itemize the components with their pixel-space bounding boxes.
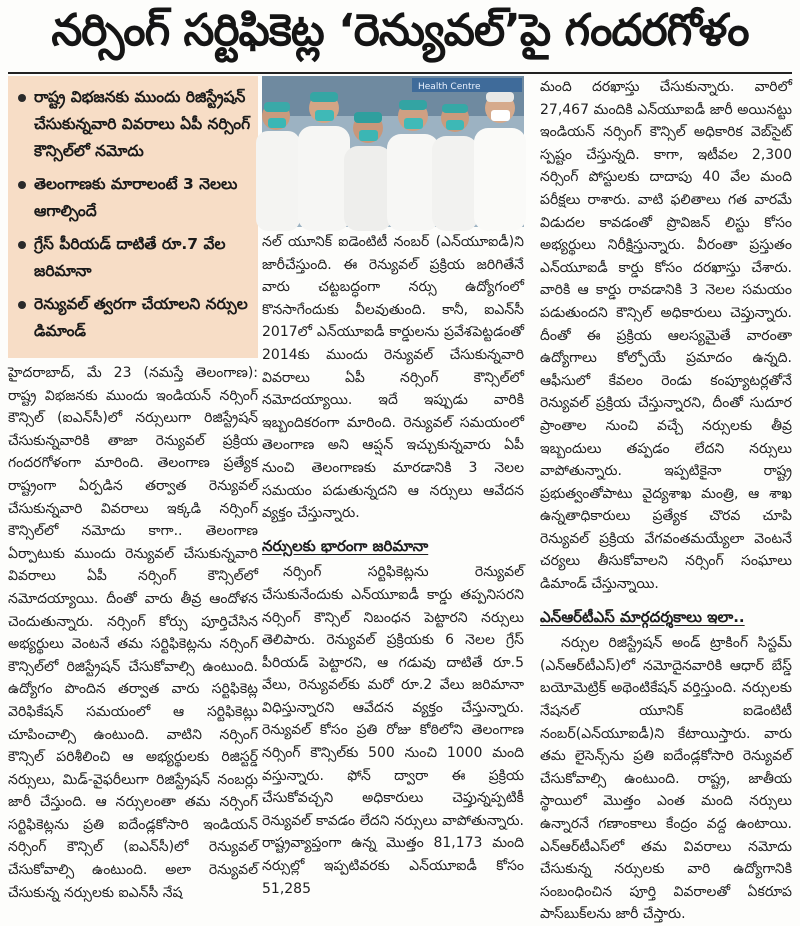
nurses-photo — [262, 76, 524, 227]
article-column-1 — [8, 362, 258, 907]
bullet-icon — [18, 181, 26, 189]
subheading: నర్సులకు భారంగా జరిమానా — [262, 536, 429, 555]
bullet-icon — [18, 94, 26, 102]
highlight-item — [18, 171, 252, 225]
article-paragraph: నర్సింగ్ సర్టిఫికెట్లను రెన్యువల్ చేసుకునేందుకు ఎన్‌యూఐడీ కార్డు తప్పనిసరని నర్సింగ్ కౌన్సిల్ నిబంధన పెట్టారని నర్సులు తెలిపారు. రెన్యువల్ ప్రక్రియకు 6 నెలల గ్రేస్ పీరియడ్ పెట్టారని, ఆ గడువు దాటితే రూ.5 వేలు, రెన్యువల్‌కు మరో రూ.2 వేలు జరిమానా విధిస్తున్నారని ఆవేదన వ్యక్తం చేస్తున్నారు. రెన్యువల్ కోసం ప్రతి రోజు కోఠిలోని తెలంగాణ నర్సింగ్ కౌన్సిల్‌కు 500 నుంచి 1000 మంది వస్తున్నారు. ఫోన్ ద్వారా ఈ ప్రక్రియ చేసుకోవచ్చని అధికారులు చెప్తున్నప్పటికీ రెన్యువల్ కావడం లేదని నర్సులు వాపోతున్నారు. రాష్ట్రవ్యాప్తంగా ఉన్న మొత్తం 81,173 మంది నర్సుల్లో ఇప్పటివరకు ఎన్‌యూఐడీ కోసం 51,285 — [262, 564, 524, 897]
highlight-text: గ్రేస్ పీరియడ్ దాటితే రూ.7 వేల జరిమానా — [34, 235, 226, 280]
headline: నర్సింగ్ సర్టిఫికెట్ల ‘రెన్యువల్’పై గందరగోళం — [51, 5, 749, 56]
highlight-item — [18, 84, 252, 165]
article-paragraph: మంది దరఖాస్తు చేసుకున్నారు. వారిలో 27,467 మందికి ఎన్‌యూఐడీ జారీ అయినట్టు ఇండియన్ నర్సింగ్ కౌన్సిల్ అధికారిక వెబ్‌సైట్ స్పష్టం చేస్తున్నది. కాగా, ఇటీవల 2,300 నర్సింగ్ పోస్టులకు దాదాపు 40 వేల మంది పరీక్షలు రాశారు. వాటి ఫలితాలు గత వారమే విడుదల కావడంతో ప్రొవిజన్ లిస్టు కోసం అభ్యర్థులు నిరీక్షిస్తున్నారు. వీరంతా ప్రస్తుతం ఎన్‌యూఐడీ కార్డు కోసం దరఖాస్తు చేశారు. వారికి ఆ కార్డు రావడానికి 3 నెలల సమయం పడుతుందని కౌన్సిల్ అధికారులు చెప్తున్నారు. దీంతో ఈ ప్రక్రియ ఆలస్యమైతే వారంతా ఉద్యోగాలు కోల్పోయే ప్రమాదం ఉన్నది. ఆఫీసులో కేవలం రెండు కంప్యూటర్లతోనే రెన్యువల్ ప్రక్రియ చేస్తున్నారని, దీంతో సుదూర ప్రాంతాల నుంచి వచ్చే నర్సులకు తీవ్ర ఇబ్బందులు తప్పడం లేదని నర్సులు వాపోతున్నారు. ఇప్పటికైనా రాష్ట్ర ప్రభుత్వంతోపాటు వైద్యశాఖ మంత్రి, ఆ శాఖ ఉన్నతాధికారులు ప్రత్యేక చొరవ చూపి రెన్యువల్ ప్రక్రియ వేగవంతమయ్యేలా వెంటనే చర్యలు తీసుకోవాలని నర్సింగ్ సంఘాలు డిమాండ్ చేస్తున్నాయి. — [540, 79, 792, 593]
highlight-text: తెలంగాణకు మారాలంటే 3 నెలలు ఆగాల్సిందే — [34, 175, 238, 220]
article-paragraph: హైదరాబాద్, మే 23 (నమస్తే తెలంగాణ): రాష్ట్ర విభజనకు ముందు ఇండియన్ నర్సింగ్ కౌన్సిల్ (ఐఎన్‌సీ)లో నర్సులుగా రిజిస్ట్రేషన్ చేసుకున్నవారికి తాజా రెన్యువల్ ప్రక్రియ గందరగోళంగా మారింది. తెలంగాణ ప్రత్యేక రాష్ట్రంగా ఏర్పడిన తర్వాత రెన్యువల్ చేసుకున్నవారి వివరాలు ఇక్కడి నర్సింగ్ కౌన్సిల్‌లో నమోదు కాగా.. తెలంగాణ ఏర్పాటుకు ముందు రెన్యువల్ చేసుకున్నవారి వివరాలు ఏపీ నర్సింగ్ కౌన్సిల్‌లో నమోదయ్యాయి. దీంతో వారు తీవ్ర ఆందోళన చెందుతున్నారు. నర్సింగ్ కోర్సు పూర్తిచేసిన అభ్యర్థులు వెంటనే తమ సర్టిఫికెట్లను నర్సింగ్ కౌన్సిల్‌లో రిజిస్ట్రేషన్ చేసుకోవాల్సి ఉంటుంది. ఉద్యోగం పొందిన తర్వాత వారు సర్టిఫికెట్ల వెరిఫికేషన్ సమయంలో ఆ సర్టిఫికెట్లు చూపించాల్సి ఉంటుంది. వాటిని నర్సింగ్ కౌన్సిల్ పరిశీలించి ఆ అభ్యర్థులకు రిజిస్టర్డ్ నర్సులు, మిడ్-వైఫరీలుగా రిజిస్ట్రేషన్ నంబర్లు జారీ చేస్తుంది. ఆ నర్సులంతా తమ నర్సింగ్ సర్టిఫికెట్లను ప్రతి ఐదేండ్లకోసారి ఇండియన్ నర్సింగ్ కౌన్సిల్ (ఐఎన్‌సీ)లో రెన్యువల్ చేసుకోవాల్సి ఉంటుంది. అలా రెన్యువల్ చేసుకున్న నర్సులకు ఐఎన్‌సీ నేష — [8, 365, 258, 901]
article-paragraph: నర్సుల రిజిస్ట్రేషన్ అండ్ ట్రాకింగ్ సిస్టమ్ (ఎన్‌ఆర్‌టీఎస్)లో నమోదైనవారికి ఆధార్ బేస్డ్ బయోమెట్రిక్ అథెంటికేషన్ వర్తిస్తుంది. నర్సులకు నేషనల్ యూనిక్ ఐడెంటిటీ నంబర్(ఎన్‌యూఐడీ)ని కేటాయిస్తారు. వారు తమ లైసెన్స్‌ను ప్రతి ఐదేండ్లకోసారి రెన్యువల్ చేసుకోవాల్సి ఉంటుంది. రాష్ట్ర, జాతీయ స్థాయిలో మొత్తం ఎంత మంది నర్సులు ఉన్నారనే గణాంకాలు కేంద్రం వద్ద ఉంటాయి. ఎన్‌ఆర్‌టీఎస్‌లో తమ వివరాలు నమోదు చేసుకున్న నర్సులకు వారి ఉద్యోగానికి సంబంధించిన పూర్తి వివరాలతో ఏకరూప పాస్‌బుక్‌లను జారీ చేస్తారు. — [540, 635, 792, 923]
highlights-box — [8, 76, 258, 358]
subheading: ఎన్‌ఆర్‌టీఎస్ మార్గదర్శకాలు ఇలా.. — [540, 607, 745, 626]
highlight-item — [18, 231, 252, 285]
highlight-text: రెన్యువల్ త్వరగా చేయాలని నర్సుల డిమాండ్ — [34, 295, 248, 340]
bullet-icon — [18, 241, 26, 249]
article-paragraph: నల్ యూనిక్ ఐడెంటిటీ నంబర్ (ఎన్‌యూఐడీ)ని జారీచేస్తుంది. ఈ రెన్యువల్ ప్రక్రియ జరిగితేనే వారు చట్టబద్ధంగా నర్సు ఉద్యోగంలో కొనసాగేందుకు వీలవుతుంది. కానీ, ఐఎన్‌సీ 2017లో ఎన్‌యూఐడీ కార్డులను ప్రవేశపెట్టడంతో 2014కు ముందు రెన్యువల్ చేసుకున్నవారి వివరాలు ఏపీ నర్సింగ్ కౌన్సిల్‌లో నమోదయ్యాయి. ఇదే ఇప్పుడు వారికి ఇబ్బందికరంగా మారింది. రెన్యువల్ సమయంలో తెలంగాణ అని ఆప్షన్ ఇచ్చుకున్నవారు ఏపీ నుంచి తెలంగాణకు మారడానికి 3 నెలల సమయం పడుతున్నదని ఆ నర్సులు ఆవేదన వ్యక్తం చేస్తున్నారు. — [262, 234, 524, 522]
bullet-icon — [18, 301, 26, 309]
photo-sign-text: Health Centre — [418, 82, 481, 92]
article-column-3 — [540, 76, 792, 923]
article-column-2 — [262, 231, 524, 907]
highlight-item — [18, 291, 252, 345]
highlight-text: రాష్ట్ర విభజనకు ముందు రిజిస్ట్రేషన్ చేసుకున్నవారి వివరాలు ఏపీ నర్సింగ్ కౌన్సిల్‌లో నమోదు — [34, 88, 251, 160]
headline-rule — [8, 72, 792, 74]
